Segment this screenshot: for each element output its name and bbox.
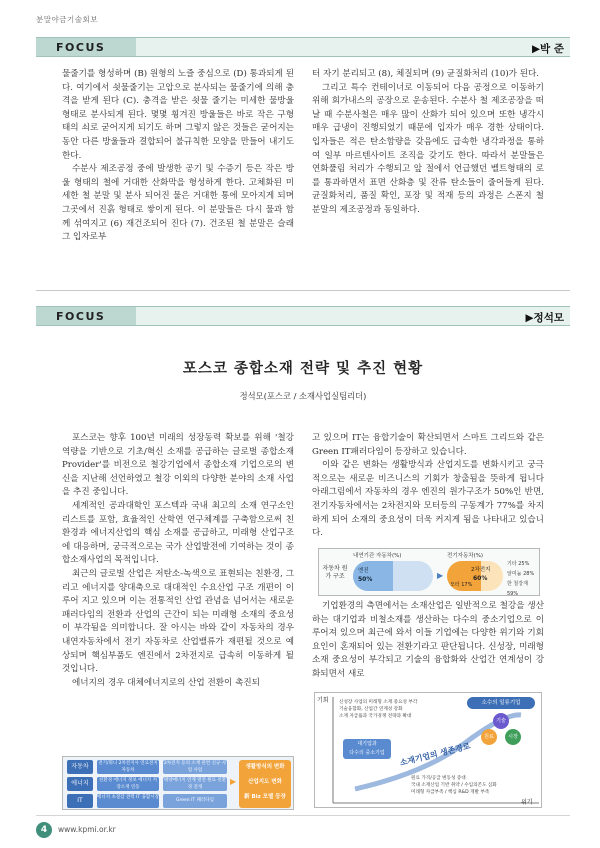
paragraph: 터 자기 분리되고 (8), 체질되며 (9) 균질화처리 (10)가 된다. <box>312 69 540 79</box>
bottom-right-column-lower <box>312 600 544 682</box>
figure-cell: 전기/휘니 2차전지사 연료전지 자동차 <box>98 761 158 773</box>
legend-box <box>507 559 539 599</box>
paragraph: 이와 같은 변화는 생활방식과 산업지도를 변화시키고 궁극적으로는 새로운 비즈니스의 기회가 창출됨을 뜻하게 됩니다 아래그림에서 자동차의 경우 엔진의 원가구조가 50%인 반면, 전기자동차에서는 2차전지와 모터등의 구동계가 77%를 차지하게 되어 소재의 중요성이 더욱 커지게 됨을 나타내고 있습니다. <box>312 460 544 539</box>
engine-label: 엔진 <box>358 568 369 574</box>
sme-box <box>343 739 391 759</box>
battery-value: 60% <box>473 575 488 582</box>
focus-label: FOCUS <box>36 38 136 56</box>
arrow-icon: ▶ <box>230 777 237 786</box>
author-name: ▶박 준 <box>531 43 564 55</box>
legend-item: 기타 25% <box>507 561 530 567</box>
arrow-icon: ▶ <box>437 571 444 580</box>
footer-divider <box>36 815 570 816</box>
result-line: 新 Biz 모델 등장 <box>244 794 286 800</box>
top-left-column <box>62 68 294 245</box>
battery-label: 2차전지 <box>471 567 491 573</box>
figure-label: 내연기관 자동차(%) <box>353 553 402 559</box>
journal-title: 분말야금기술회보 <box>36 15 98 24</box>
motor-label: 모터 17% <box>450 582 473 588</box>
figure-cell: Green IT 패러다임 <box>163 794 227 808</box>
paragraph: 포스코는 향후 100년 미래의 성장동력 확보를 위해 '철강 역량을 기반으로 기초/혁신 소재를 공급하는 글로벌 종합소재 Provider'를 비전으로 철강기업에서 종합소재 기업으로의 변신을 지난해 선언하였고 철강 이외의 다양한 분야의 소재 사업을 추진 중입니다. <box>62 433 294 498</box>
engine-value: 50% <box>358 576 373 583</box>
focus-label: FOCUS <box>36 307 136 325</box>
paragraph: 세계적인 공과대학인 포스텍과 국내 최고의 소재 연구소인 리스트를 포함, 효율적인 산학연 연구체계를 구축함으로써 친환경과 에너지산업의 핵심 소재를 공급하고, 미래형 산업구조에 대응하며, 궁극적으로는 국가 산업발전에 기여하는 것이 종합소재사업의 목적입니다. <box>62 500 294 566</box>
circle-material: 원료 <box>481 729 497 745</box>
paragraph: 그리고 특수 컨테이너로 이동되어 다음 공정으로 이동하기 위해 회가내스의 공장으로 운송된다. 수분사 철 제조공장을 떠날 때 수분사철은 매우 많이 산화가 되어 있으며 또한 냉각시 매우 급냉이 진행되었기 때문에 입자가 매우 경한 상태이다. 입자들은 적은 탄소함량을 갖음에도 급속한 냉각과정을 통하여 일부 마르텐사이트 조직을 갖기도 한다. 따라서 분말들은 연화풀림 처리가 수행되고 앞 절에서 언급했던 벨트형태의 로를 통과하면서 표면 산화층 및 잔류 탄소들이 줄어들게 된다. 균질화처리, 품질 확인, 포장 및 적재 등의 과정은 스폰지 철 분말의 제조공정과 동일하다. <box>312 82 544 215</box>
figure-cell: 2차전지 등의 소재 관련 신규 사업 사업 <box>163 761 227 773</box>
axis-label-opportunity: 기회 <box>317 697 329 704</box>
circle-market: 시장 <box>505 729 521 745</box>
article-title: 포스코 종합소재 전략 및 추진 현황 <box>182 360 424 377</box>
ice-cost-bar <box>353 561 433 591</box>
list-item: 원료 가격/공급 변동성 증대 <box>411 776 466 781</box>
opportunity-list <box>339 699 457 720</box>
survival-path-title: 소재기업의 생존경로 <box>398 741 472 768</box>
paragraph: 수분사 제조공정 중에 발생한 공기 및 수증기 등은 작은 방울 형태의 철에 거대한 산화막을 형성하게 한다. 고체화된 미세한 철 분말 및 분사 되어진 물은 거대한 통에 모아지게 되며 그곳에서 진흙 형태로 쌓이게 된다. 이 분말들은 다시 물과 함께 섞여지고 (6) 재건조되어 진다 (7). 건조된 철 분말은 슬래그 입자로부 <box>62 164 294 243</box>
figure-cell: 친환경 에너지 정보 에너지 저장소재 연동 <box>97 777 159 791</box>
author-name: ▶정석모 <box>525 312 564 324</box>
threat-list <box>411 775 537 796</box>
box-line: 대기업과 <box>357 741 377 747</box>
capability-circles <box>479 713 523 747</box>
row-label: 자동차 원가 구조 <box>322 565 348 580</box>
result-box <box>239 760 291 808</box>
axis-label-crisis: 위기 <box>521 799 533 806</box>
box-line: 다수의 중소기업 <box>349 750 385 756</box>
circle-tech: 기술 <box>493 713 509 729</box>
bottom-left-column <box>62 432 294 690</box>
industry-shift-figure <box>62 756 294 810</box>
result-line: 생활방식의 변화 <box>245 764 285 770</box>
survival-path-figure <box>314 692 542 808</box>
article-byline: 정석모(포스코 / 소재사업실팀리더) <box>239 391 367 401</box>
focus-bar-bottom <box>36 306 570 326</box>
list-item: 미래형 자급부족 / 핵심 R&D 개발 부족 <box>411 790 490 795</box>
top-right-column <box>312 68 544 218</box>
paragraph: 고 있으며 IT는 융합기술이 확산되면서 스마트 그리드와 같은 Green IT패러다임이 등장하고 있습니다. <box>312 433 544 457</box>
list-item: 국내 소재산업 기반 취약 / 수입의존도 심화 <box>411 783 497 788</box>
list-item: 소재 자급률과 국가경쟁 전략과 확대 <box>339 714 412 719</box>
list-item: 기술융합화, 산업간 연계성 강화 <box>339 707 403 712</box>
ev-cost-bar <box>447 561 503 591</box>
page-number: 4 <box>36 822 52 838</box>
row-label-energy: 에너지 <box>67 777 93 791</box>
focus-bar-top <box>36 37 570 57</box>
figure-cell: 태양에너지 연계 열전 원료 친환경 전개 <box>163 778 227 790</box>
cost-structure-figure <box>318 548 540 596</box>
legend-item: 한 철강재 59% <box>507 581 528 597</box>
bottom-right-column-upper <box>312 432 544 541</box>
row-label-it: IT <box>67 794 93 808</box>
paragraph: 최근의 글로벌 산업은 저탄소-녹색으로 표현되는 친환경, 그리고 에너지를 양대축으로 대대적인 수요산업 구조 개편이 이루어 지고 있으며 이는 전통적인 산업 관념을 넘어서는 새로운 패러다임의 전환과 산업의 근간이 되는 미래형 소재의 중요성이 부각됨을 의미합니다. 잘 아시는 바와 같이 자동차의 경우 내연자동차에서 전기 자동차로 산업밸류가 재편될 것으로 예상되며 핵심부품도 엔진에서 2차전지로 급속히 이동하게 될 것입니다. <box>62 568 294 675</box>
row-label-auto: 자동차 <box>67 760 93 774</box>
paragraph: 에너지의 경우 대체에너지로의 산업 전환이 촉진되 <box>72 677 260 688</box>
paragraph: 물줄기를 형성하며 (B) 원형의 노즐 중심으로 (D) 통과되게 된다. 여기에서 쇳물줄기는 고압으로 분사되는 물줄기에 의해 충격을 받게 된다 (C). 충격을 받은 쇳물 줄기는 미세한 물방울 형태로 분사되게 된다. 몇몇 휭겨진 방울들은 바로 작은 구형태의 쇠로 굳어지게 되기도 하며 그렇지 않은 것들은 굳어지는 동안 다른 방울들과 결합되어 불규칙한 모양을 만들어 내기도 한다. <box>62 69 294 161</box>
legend-item: 알미늄 28% <box>507 571 535 577</box>
section-divider <box>36 290 570 291</box>
figure-cell: 에너지 초절감 전력 IT 융합시장 <box>97 794 159 808</box>
leading-company-box: 소수의 일류기업 <box>467 697 535 709</box>
figure-label: 전기자동차(%) <box>447 553 484 559</box>
paragraph: 기업환경의 측면에서는 소재산업은 일반적으로 철강을 생산하는 대기업과 비철소재를 생산하는 다수의 중소기업으로 이루어져 있으며 최근에 와서 이들 기업에는 다양한 위기와 기회요인이 혼재되어 있는 전환기라고 판단됩니다. 신성장, 미래형 소재 중요성이 부각되고 기술의 융합화와 산업간 연계성이 강화되면서 새로 <box>312 601 544 679</box>
footer-url[interactable]: www.kpmi.or.kr <box>58 825 116 834</box>
list-item: 신성장 사업의 미래형 소재 중요성 부각 <box>339 700 418 705</box>
result-line: 산업지도 변화 <box>248 779 282 785</box>
